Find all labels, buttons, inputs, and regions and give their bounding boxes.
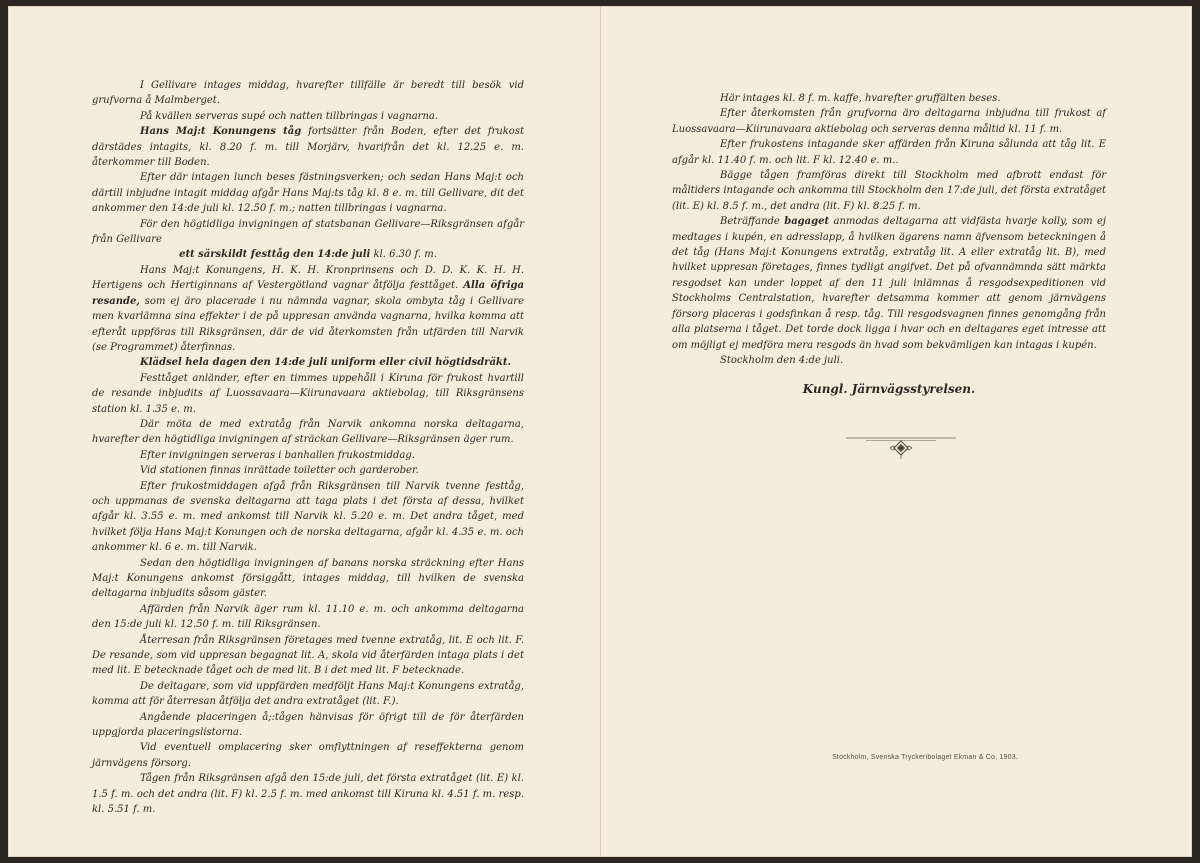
text-run: Där möta de med extratåg från Narvik ankomna norska deltagarna, hvarefter den högtidliga invigningen af sträckan Gellivare—Riksgränsen äger rum.: [92, 418, 524, 446]
paragraph: [672, 91, 1106, 106]
paragraph: [92, 355, 524, 370]
paragraph: [92, 463, 524, 478]
text-run: Bägge tågen framföras direkt till Stockholm med afbrott endast för måltiders intagande och ankomma till Stockholm den 17:de juli, det första extratåget (lit. E) kl. 8.5 f. m., det andra (lit. F) kl. 8.25 f. m.: [672, 170, 1106, 212]
printer-imprint: Stockholm, Svenska Tryckeribolaget Ekman & Co, 1903.: [832, 754, 1018, 761]
paragraph: [92, 417, 524, 448]
paragraph: [672, 168, 1106, 214]
text-run: Vid stationen finnas inrättade toiletter och garderober.: [140, 465, 419, 477]
paragraph: [672, 214, 1106, 353]
text-run: Tågen från Riksgränsen afgå den 15:de juli, det första extratåget (lit. E) kl. 1.5 f. m. och det andra (lit. F) kl. 2.5 f. m. med ankomst till Kiruna kl. 4.51 f. m. resp. kl. 5.51 f. m.: [92, 773, 524, 816]
text-run: Sedan den högtidliga invigningen af banans norska sträckning efter Hans Maj:t Konungens ankomst försiggått, intages middag, till hvilken de svenska deltagarna inbjudits såsom gäster.: [92, 557, 524, 600]
paragraph: [92, 602, 524, 633]
signature: Kungl. Järnvägsstyrelsen.: [802, 382, 976, 396]
bold-text: ett särskildt festtåg den 14:de juli: [179, 249, 371, 261]
paragraph: [92, 633, 524, 679]
text-run: Efter frukostmiddagen afgå från Riksgränsen till Narvik tvenne festtåg, och uppmanas de svenska deltagarna att taga plats i det första af dessa, hvilket afgår kl. 3.55 e. m. med ankomst till Narvik kl. 5.20 e. m. Det andra tåget, med hvilket följa Hans Maj:t Konungen och de norska deltagarna, afgår kl. 4.35 e. m. och ankommer kl. 6 e. m. till Narvik.: [92, 480, 524, 554]
paragraph: [92, 771, 524, 817]
paragraph: [92, 78, 524, 109]
page-fold: [600, 6, 601, 857]
paragraph: [92, 371, 524, 417]
text-run: I Gellivare intages middag, hvarefter tillfälle är beredt till besök vid grufvorna å Malmberget.: [92, 80, 524, 107]
paragraph: [92, 263, 524, 355]
paragraph: [92, 448, 524, 463]
text-run: Här intages kl. 8 f. m. kaffe, hvarefter gruffälten beses.: [720, 93, 1001, 104]
paragraph: [92, 170, 524, 216]
text-run: Vid eventuell omplacering sker omflyttningen af reseffekterna genom järnvägens försorg.: [92, 742, 524, 769]
paragraph: [672, 353, 1106, 368]
paragraph: [92, 109, 524, 124]
text-run: Hans Maj:t Konungens, H. K. H. Kronprinsens och D. D. K. K. H. H. Hertigens och Hertiginnans af Vestergötland vagnar åtfölja festtåget.: [92, 264, 524, 292]
text-run: Festtåget anländer, efter en timmes uppehåll i Kiruna för frukost hvartill de resande inbjudits af Luossavaara—Kiirunavaara aktiebolag, till Riksgränsens station kl. 1.35 e. m.: [92, 372, 524, 415]
text-run: Beträffande: [720, 216, 785, 228]
text-run: På kvällen serveras supé och natten tillbringas i vagnarna.: [140, 110, 439, 122]
paragraph: [92, 247, 524, 262]
paragraph: [92, 679, 524, 710]
paragraph: [92, 710, 524, 741]
bold-text: Hans Maj:t Konungens tåg: [140, 126, 302, 138]
text-run: Efter återkomsten från grufvorna äro deltagarna inbjudna till frukost af Luossavaara—Kiirunavaara aktiebolag och serveras denna måltid kl. 11 f. m.: [672, 108, 1106, 135]
text-run: De deltagare, som vid uppfärden medföljt Hans Maj:t Konungens extratåg, komma att för återresan åtfölja det andra extratåget (lit. F.).: [92, 680, 524, 708]
text-run: Efter invigningen serveras i banhallen frukostmiddag.: [140, 449, 415, 461]
text-run: För den högtidliga invigningen af statsbanan Gellivare—Riksgränsen afgår från Gellivare: [92, 218, 524, 246]
paragraph: [92, 740, 524, 771]
text-run: Återresan från Riksgränsen företages med tvenne extratåg, lit. E och lit. F. De resande, som vid uppresan begagnat lit. A, skola vid återfärden intaga plats i det med lit. E betecknade tåget och de med lit. B i det med lit. F betecknade.: [92, 634, 524, 677]
paragraph: [92, 556, 524, 602]
bold-text: Klädsel hela dagen den 14:de juli uniform eller civil högtidsdräkt.: [140, 357, 511, 369]
text-run: Efter där intagen lunch beses fästningsverken; och sedan Hans Maj:t och därtill inbjudne intagit middag afgår Hans Maj:ts tåg kl. 8 e. m. till Gellivare, dit det ankommer den 14:de juli kl. 12.50 f. m.; natten tillbringas i vagnarna.: [92, 172, 524, 215]
text-run: Efter frukostens intagande sker affärden från Kiruna sålunda att tåg lit. E afgår kl. 11.40 f. m. och lit. F kl. 12.40 e. m..: [672, 139, 1106, 166]
left-page: [92, 78, 524, 818]
text-run: Angående placeringen å;:tågen hänvisas för öfrigt till de för återfärden uppgjorda placeringslistorna.: [92, 711, 524, 739]
text-run: Affärden från Narvik äger rum kl. 11.10 e. m. och ankomma deltagarna den 15:de juli kl. 12.50 f. m. till Riksgränsen.: [92, 603, 524, 631]
text-run: Stockholm den 4:de juli.: [720, 354, 844, 366]
paragraph: [92, 217, 524, 248]
text-run: som ej äro placerade i nu nämnda vagnar, skola ombyta tåg i Gellivare men kvarlämna sina effekter i de på uppresan använda vagnarna, hvilka komma att efteråt uppföras till Riksgränsen, där de vid återkomsten från utfärden till Narvik (se Programmet) återfinnas.: [92, 295, 524, 353]
text-run: fortsätter från Boden, efter det frukost därstädes intagits, kl. 8.20 f. m. till Morjärv, hvarifrån det kl. 12.25 e. m. återkommer till Boden.: [92, 126, 524, 169]
text-run: kl. 6.30 f. m.: [370, 249, 437, 261]
paragraph: [92, 479, 524, 556]
bold-text: Alla öfriga resande,: [92, 280, 525, 307]
right-page: [672, 91, 1106, 368]
paragraph: [92, 124, 524, 170]
paragraph: [672, 137, 1106, 168]
ornament-divider: [846, 434, 956, 460]
bold-text: bagaget: [784, 216, 830, 228]
text-run: anmodas deltagarna att vidfästa hvarje kolly, som ej medtages i kupén, en adresslapp, å hvilken ägarens namn äfvensom beteckningen å det tåg (Hans Maj:t Konungens extratåg, extratåg lit. A eller extratåg lit. B), med hvilket uppresan företages, finnes tydligt angifvet. Det på ofvannämnda sätt märkta resgodset kan under loppet af den 11 juli inlämnas å resgodsexpeditionen vid Stockholms Centralstation, hvarefter detsamma kommer att genom järnvägens försorg placeras i godsfinkan å resp. tåg. Till resgodsvagnen finnes genomgång från alla platserna i tåget. Det torde dock ligga i hvar och en deltagares eget intresse att om möjligt ej medföra mera resgods än hvad som bekvämligen kan intagas i kupén.: [672, 216, 1106, 351]
paragraph: [672, 106, 1106, 137]
